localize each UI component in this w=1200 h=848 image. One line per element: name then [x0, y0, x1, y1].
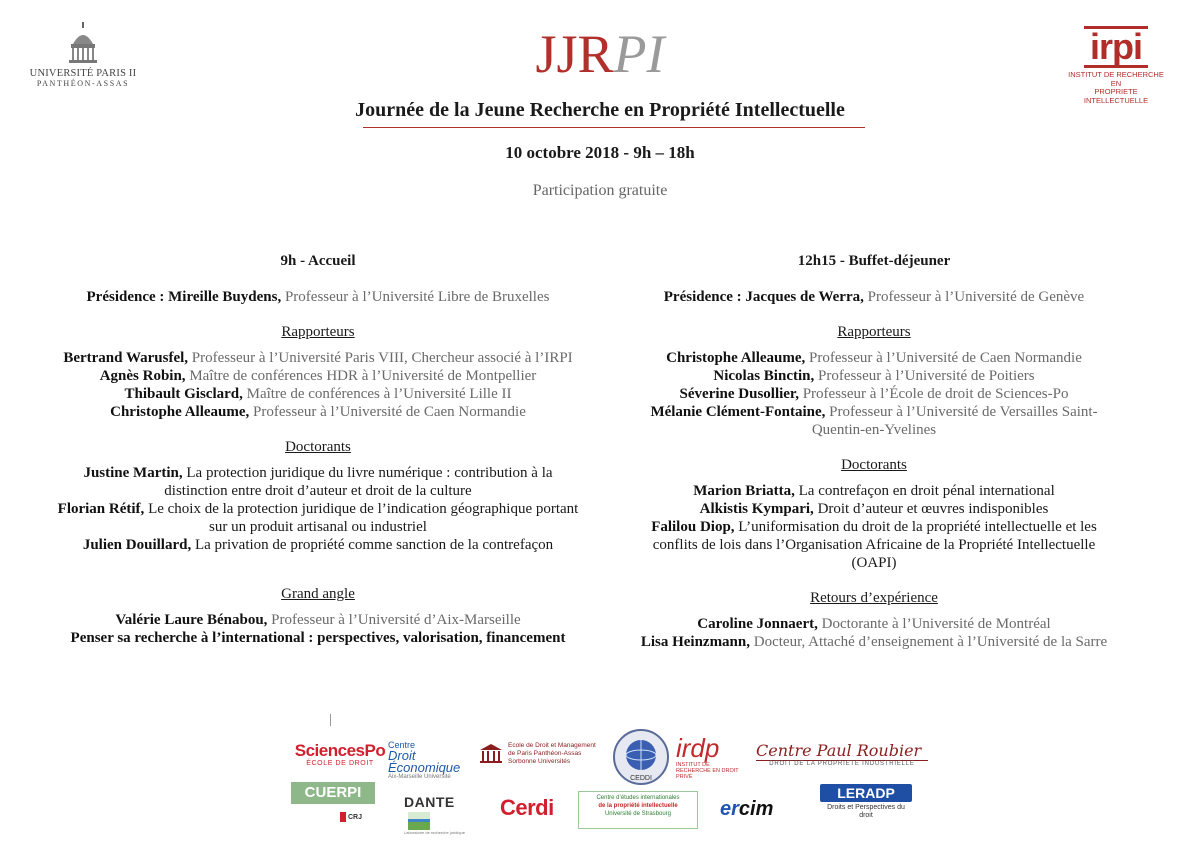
globe-seal-icon — [612, 728, 670, 786]
list-item — [612, 385, 1136, 403]
person-role: Professeur à l’Université de Caen Normandie — [249, 404, 526, 420]
event-date: 10 octobre 2018 - 9h – 18h — [505, 143, 695, 162]
list-item — [40, 367, 596, 385]
thesis-title: L’uniformisation du droit de la propriété intellectuelle et les — [734, 519, 1097, 535]
sponsor-cuerpi-logo: CUERPI — [291, 782, 375, 804]
jjrpi-acronym — [0, 24, 1200, 84]
irpi-logo-sub2: PROPRIETE INTELLECTUELLE — [1083, 87, 1149, 105]
sponsor-line: Centre d’études internationales — [596, 795, 680, 801]
grand-angle-block — [40, 611, 596, 647]
person-name: Thibault Gisclard, — [124, 386, 243, 402]
person-name: Agnès Robin, — [99, 368, 186, 384]
person-name: Bertrand Warusfel, — [63, 350, 189, 366]
person-name: Valérie Laure Bénabou, — [115, 612, 268, 628]
person-role: Professeur à l’Université de Poitiers — [814, 368, 1035, 384]
person-role: Docteur, Attaché d’enseignement à l’Université de la Sarre — [750, 634, 1108, 650]
list-item-cont: distinction entre droit d’auteur et droit de la culture — [164, 483, 472, 499]
sponsor-name: Ecole de Droit et Management de Paris Panthéon-Assas Sorbonne Universités — [508, 742, 596, 765]
sponsor-cerdi-logo: Cerdi — [500, 795, 554, 820]
list-item — [612, 615, 1136, 633]
morning-session-title: 9h - Accueil — [280, 253, 356, 269]
person-role: Professeur à l’Université de Versailles Saint- — [825, 404, 1098, 420]
presidence-name: Présidence : Mireille Buydens, — [86, 289, 282, 305]
person-name: Lisa Heinzmann, — [640, 634, 750, 650]
sponsor-irdp-logo — [676, 734, 744, 780]
person-name: Nicolas Binctin, — [713, 368, 815, 384]
thesis-title: La contrefaçon en droit pénal international — [794, 483, 1055, 499]
afternoon-program — [612, 252, 1136, 668]
sponsor-divider — [330, 714, 331, 726]
person-name: Marion Briatta, — [693, 483, 795, 499]
morning-program — [40, 252, 596, 664]
building-icon — [478, 742, 504, 764]
list-item — [40, 385, 596, 403]
thesis-title: Droit d’auteur et œuvres indisponibles — [813, 501, 1049, 517]
list-item — [612, 518, 1136, 536]
list-item — [40, 349, 596, 367]
person-role: Maître de conférences HDR à l’Université de Montpellier — [185, 368, 537, 384]
afternoon-presidence — [612, 288, 1136, 306]
person-name: Falilou Diop, — [651, 519, 735, 535]
irpi-logo-sub1: INSTITUT DE RECHERCHE EN — [1068, 70, 1164, 88]
acronym-tail: PI — [613, 24, 665, 84]
sponsor-name: er — [720, 798, 739, 820]
sponsor-name: SciencesPo — [294, 741, 386, 760]
presidence-name: Présidence : Jacques de Werra, — [663, 289, 864, 305]
list-item — [40, 536, 596, 554]
sponsor-edmp-logo — [478, 742, 604, 766]
sponsor-name: Droit Économique — [388, 748, 461, 775]
spacer — [40, 571, 596, 585]
thesis-title: Le choix de la protection juridique de l’indication géographique portant — [144, 501, 579, 517]
list-item-cont: (OAPI) — [851, 555, 897, 571]
afternoon-rapporteurs-heading: Rapporteurs — [837, 324, 911, 340]
list-item — [612, 482, 1136, 500]
sponsor-name: CEDDI — [630, 775, 652, 782]
list-item — [612, 500, 1136, 518]
list-item-cont: conflits de lois dans l’Organisation Africaine de la Propriété Intellectuelle — [652, 537, 1096, 553]
list-item — [612, 367, 1136, 385]
list-item-cont: Quentin-en-Yvelines — [811, 422, 937, 438]
sponsor-sub: ÉCOLE DE DROIT — [306, 760, 374, 767]
presidence-role: Professeur à l’Université de Genève — [863, 289, 1085, 305]
sponsor-centre-droit-economique-logo — [388, 740, 476, 781]
morning-presidence — [40, 288, 596, 306]
sponsor-ceddi-logo — [612, 728, 670, 786]
sponsor-sub: Université de Strasbourg — [604, 811, 672, 817]
presidence-role: Professeur à l’Université Libre de Bruxelles — [281, 289, 550, 305]
person-role: Maître de conférences à l’Université Lille II — [242, 386, 512, 402]
sponsor-name: CRJ — [348, 813, 363, 821]
sponsor-name: LERADP — [820, 784, 912, 802]
list-item — [40, 464, 596, 482]
sponsor-name: Centre Paul Roubier — [756, 741, 922, 760]
list-item — [40, 403, 596, 421]
morning-doctorants-heading: Doctorants — [285, 439, 351, 455]
person-name: Christophe Alleaume, — [666, 350, 806, 366]
sponsor-sub: Droits et Perspectives du droit — [827, 804, 905, 819]
list-item — [612, 403, 1136, 421]
sponsor-ercim-logo — [720, 798, 773, 821]
person-name: Julien Douillard, — [82, 537, 192, 553]
list-item — [40, 611, 596, 629]
sponsor-leradp-logo — [820, 784, 912, 820]
sponsor-name: irdp — [676, 733, 720, 763]
person-name: Florian Rétif, — [57, 501, 145, 517]
person-name: Mélanie Clément-Fontaine, — [650, 404, 826, 420]
participation-note: Participation gratuite — [532, 182, 668, 199]
list-item — [612, 349, 1136, 367]
logo-left-line1: UNIVERSITÉ PARIS II — [29, 68, 137, 79]
sponsor-sub: Laboratoire de recherche juridique — [404, 830, 465, 836]
retours-list — [612, 615, 1136, 651]
afternoon-doctorants-list — [612, 482, 1136, 572]
sponsor-crj-logo — [340, 812, 362, 822]
sponsor-ceipi-logo — [578, 791, 698, 829]
sponsor-line: Centre — [388, 740, 416, 750]
afternoon-rapporteurs-list — [612, 349, 1136, 439]
person-name: Christophe Alleaume, — [110, 404, 250, 420]
acronym-main: JJR — [535, 24, 614, 84]
sponsor-sub: INSTITUT DE RECHERCHE EN DROIT PRIVÉ — [676, 762, 739, 780]
list-item — [40, 500, 596, 518]
person-role: Professeur à l’Université Paris VIII, Chercheur associé à l’IRPI — [188, 350, 573, 366]
morning-rapporteurs-list — [40, 349, 596, 421]
thesis-title: La privation de propriété comme sanction de la contrefaçon — [191, 537, 554, 553]
sponsor-sciencespo-logo — [294, 742, 386, 767]
thesis-title: La protection juridique du livre numérique : contribution à la — [182, 465, 553, 481]
retours-heading: Retours d’expérience — [810, 590, 938, 606]
morning-doctorants-list — [40, 464, 596, 554]
sponsor-dante-logo — [404, 794, 484, 835]
irpi-logo — [1062, 26, 1170, 105]
grand-angle-heading: Grand angle — [281, 586, 355, 602]
event-title: Journée de la Jeune Recherche en Propriété Intellectuelle — [355, 99, 845, 121]
sponsor-sub: Aix-Marseille Université — [388, 774, 451, 780]
list-item — [612, 633, 1136, 651]
person-role: Professeur à l’Université d’Aix-Marseille — [267, 612, 521, 628]
sponsor-name-suffix: cim — [738, 798, 774, 820]
grand-angle-topic: Penser sa recherche à l’international : perspectives, valorisation, financement — [70, 630, 566, 646]
sponsor-centre-paul-roubier-logo — [756, 742, 928, 767]
afternoon-session-title: 12h15 - Buffet-déjeuner — [797, 253, 951, 269]
landscape-icon — [408, 812, 430, 830]
sponsor-name: de la propriété intellectuelle — [598, 803, 678, 809]
person-role: Doctorante à l’Université de Montréal — [817, 616, 1051, 632]
person-role: Professeur à l’Université de Caen Normandie — [805, 350, 1082, 366]
person-name: Justine Martin, — [83, 465, 183, 481]
morning-rapporteurs-heading: Rapporteurs — [281, 324, 355, 340]
crj-mark-icon — [340, 812, 346, 822]
title-underline — [363, 127, 865, 128]
person-role: Professeur à l’École de droit de Sciences-Po — [798, 386, 1069, 402]
person-name: Alkistis Kympari, — [699, 501, 814, 517]
afternoon-doctorants-heading: Doctorants — [841, 457, 907, 473]
sponsor-sub: DROIT DE LA PROPRIETE INDUSTRIELLE — [756, 760, 928, 767]
irpi-logo-name: irpi — [1084, 26, 1148, 68]
person-name: Séverine Dusollier, — [679, 386, 799, 402]
list-item-cont: sur un produit artisanal ou industriel — [209, 519, 427, 535]
logo-left-line2: PANTHÉON-ASSAS — [36, 79, 130, 88]
person-name: Caroline Jonnaert, — [697, 616, 818, 632]
sponsor-name: DANTE — [404, 794, 455, 810]
